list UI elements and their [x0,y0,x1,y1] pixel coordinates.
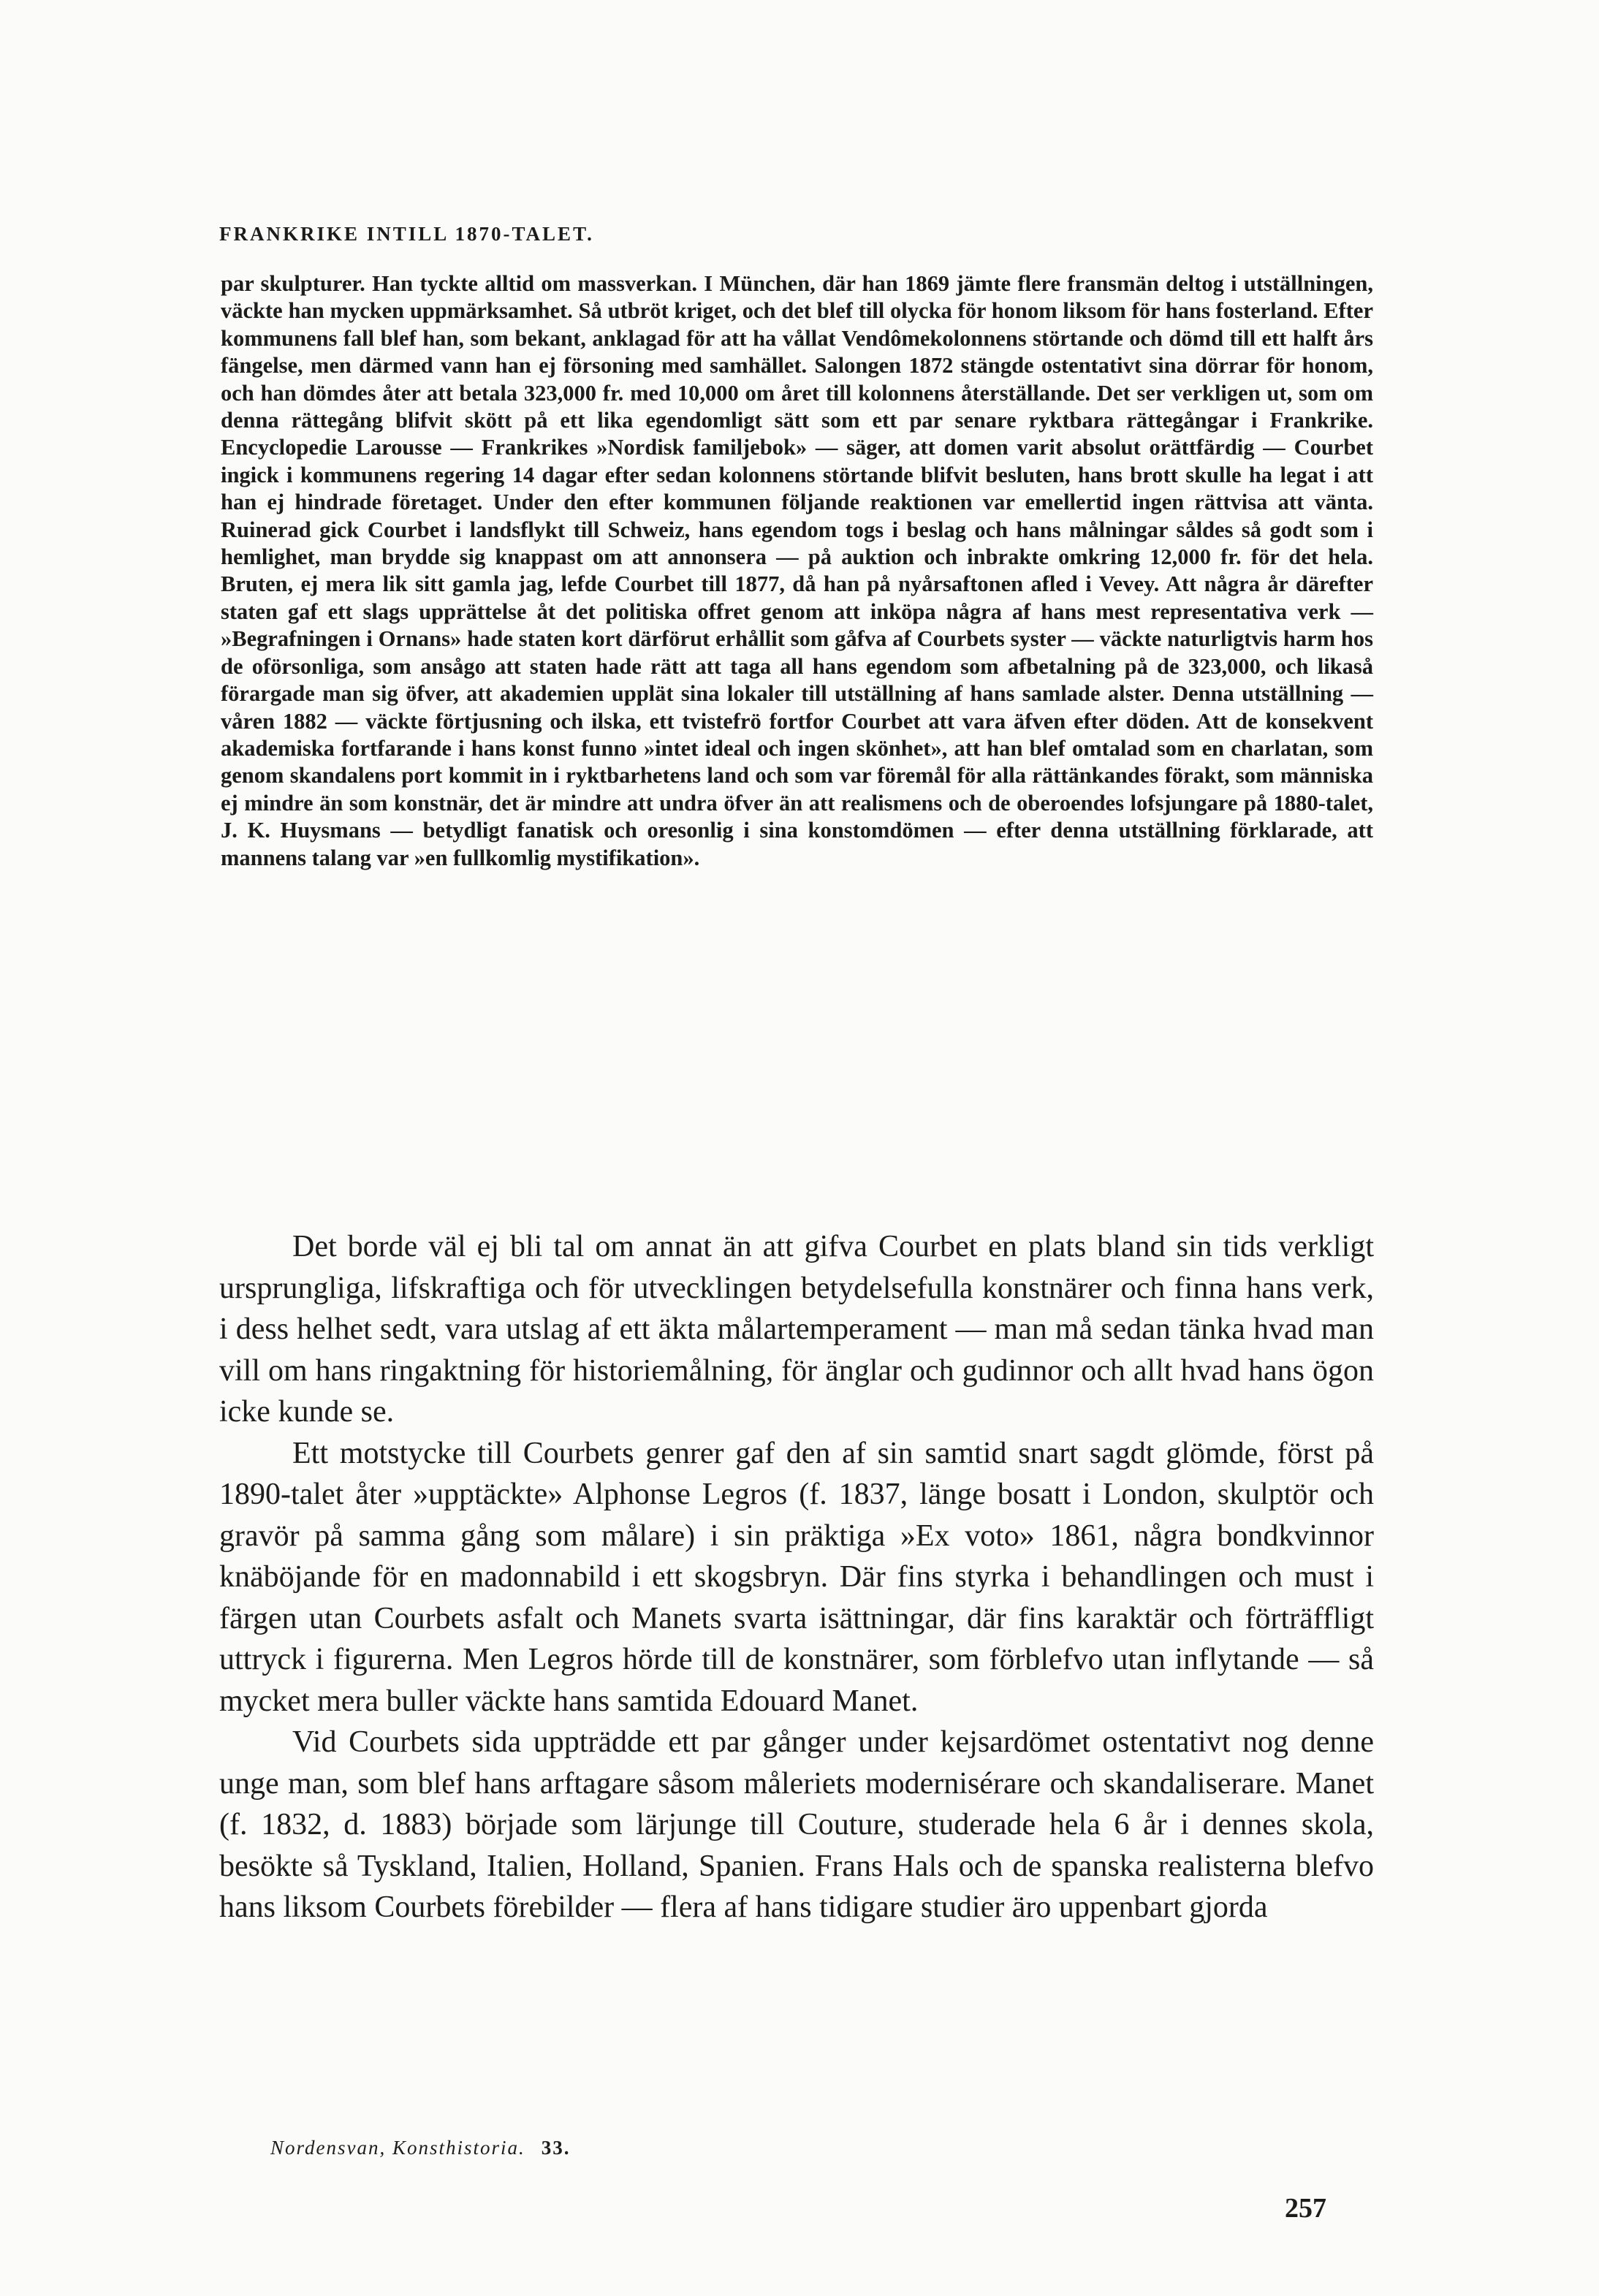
body-paragraph-1: Det borde väl ej bli tal om annat än att gifva Courbet en plats bland sin tids verkligt ursprungliga, lifskraftiga och för utvecklingen betydelsefulla konstnärer och finna hans verk, i dess helhet sedt, vara utslag af ett äkta målartemperament — man må sedan tänka hvad man vill om hans ringaktning för historiemålning, för änglar och gudinnor och allt hvad hans ögon icke kunde se. [219,1230,1374,1429]
signature-label: Nordensvan, Konsthistoria. [270,2137,525,2159]
running-head-title: FRANKRIKE INTILL 1870-TALET. [219,223,594,245]
small-print-paragraph: par skulpturer. Han tyckte alltid om massverkan. I München, där han 1869 jämte flere fransmän deltog i utställningen, väckte han mycken uppmärksamhet. Så utbröt kriget, och det blef till olycka för honom liksom för hans fosterland. Efter kommunens fall blef han, som bekant, anklagad för att ha vållat Vendômekolonnens störtande och dömd till ett halft års fängelse, men därmed vann han ej försoning med samhället. Salongen 1872 stängde ostentativt sina dörrar för honom, och han dömdes åter att betala 323,000 fr. med 10,000 om året till kolonnens återställande. Det ser verkligen ut, som om denna rättegång blifvit skött på ett lika egendomligt sätt som ett par senare ryktbara rättegångar i Frankrike. Encyclopedie Larousse — Frankrikes »Nordisk familjebok» — säger, att domen varit absolut orättfärdig — Courbet ingick i kommunens regering 14 dagar efter sedan kolonnens störtande blifvit besluten, hans brott skulle ha legat i att han ej hindrade företaget. Under den efter kommunen följande reaktionen var emellertid ingen rättvisa att vänta. Ruinerad gick Courbet i landsflykt till Schweiz, hans egendom togs i beslag och hans målningar såldes så godt som i hemlighet, man brydde sig knappast om att annonsera — på auktion och inbrakte omkring 12,000 fr. för det hela. Bruten, ej mera lik sitt gamla jag, lefde Courbet till 1877, då han på nyårsaftonen afled i Vevey. Att några år därefter staten gaf ett slags upprättelse åt det politiska offret genom att inköpa några af hans mest representativa verk — »Begrafningen i Ornans» hade staten kort därförut erhållit som gåfva af Courbets syster — väckte naturligtvis harm hos de oförsonliga, som ansågo att staten hade rätt att taga all hans egendom som afbetalning på de 323,000, och likaså förargade man sig öfver, att akademien upplät sina lokaler till utställning af hans samlade alster. Denna utställning — våren 1882 — väckte förtjusning och ilska, ett tvistefrö fortfor Courbet att vara äfven efter döden. Att de konsekvent akademiska fortfarande i hans konst funno »intet ideal och ingen skönhet», att han blef omtalad som en charlatan, som genom skandalens port kommit in i ryktbarhetens land och som var föremål för alla rättänkandes förakt, som människa ej mindre än som konstnär, det är mindre att undra öfver än att realismens och de oberoendes lofsjungare på 1880-talet, J. K. Huysmans — betydligt fanatisk och oresonlig i sina konstomdömen — efter denna utställning förklarade, att mannens talang var »en fullkomlig mystifikation». [221,271,1373,870]
signature-number: 33. [541,2137,571,2159]
running-head [219,223,1374,246]
main-text-block [219,1226,1374,1928]
body-paragraph-2: Ett motstycke till Courbets genrer gaf den af sin samtid snart sagdt glömde, först på 1890-talet åter »upptäckte» Alphonse Legros (f. 1837, länge bosatt i London, skulptör och gravör på samma gång som målare) i sin präktiga »Ex voto» 1861, några bondkvinnor knäböjande för en madonnabild i ett skogsbryn. Där fins styrka i behandlingen och must i färgen utan Courbets asfalt och Manets svarta isättningar, där fins karaktär och förträffligt uttryck i figurerna. Men Legros hörde till de konstnärer, som förblefvo utan inflytande — så mycket mera buller väckte hans samtida Edouard Manet. [219,1436,1374,1718]
signature-line [270,2137,571,2159]
body-paragraph-3: Vid Courbets sida uppträdde ett par gånger under kejsardömet ostentativt nog denne unge man, som blef hans arftagare såsom måleriets modernisérare och skandaliserare. Manet (f. 1832, d. 1883) började som lärjunge till Couture, studerade hela 6 år i dennes skola, besökte så Tyskland, Italien, Holland, Spanien. Frans Hals och de spanska realisterna blefvo hans liksom Courbets förebilder — flera af hans tidigare studier äro uppenbart gjorda [219,1725,1374,1924]
small-print-block [221,270,1373,872]
page-number: 257 [1285,2193,1326,2224]
